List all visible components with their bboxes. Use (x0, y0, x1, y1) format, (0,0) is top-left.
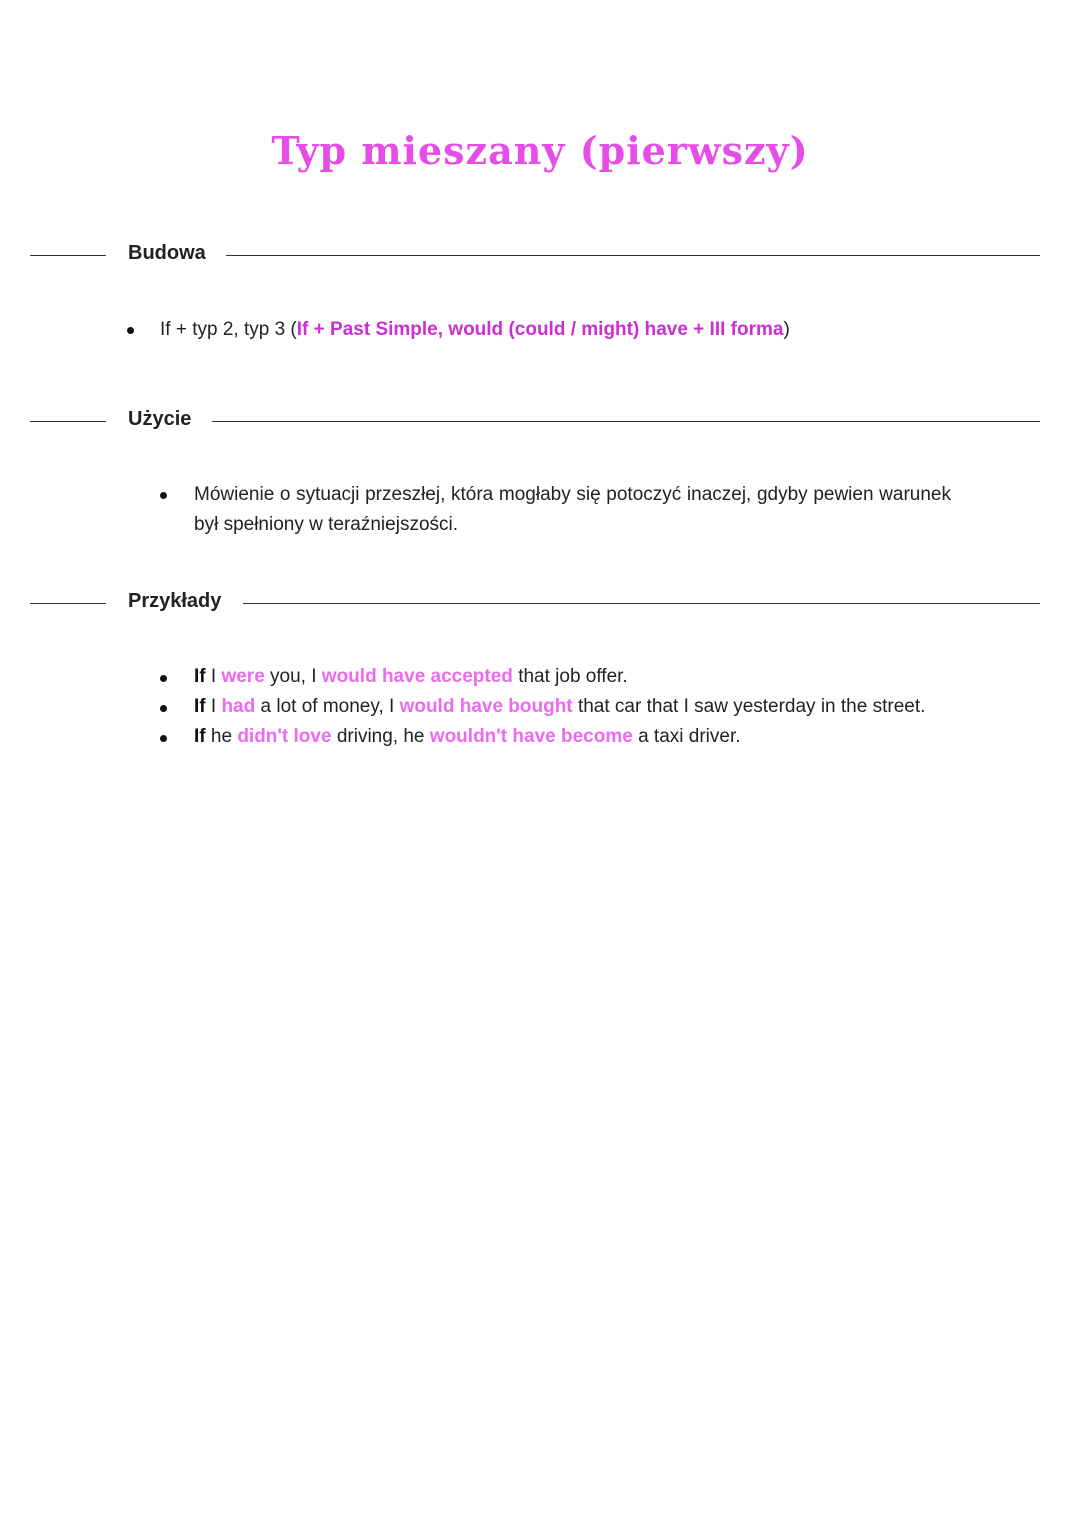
if-keyword: If (194, 696, 206, 717)
highlight-past-simple: were (221, 666, 265, 687)
structure-suffix: ) (783, 319, 790, 340)
example-item (194, 722, 741, 752)
section-header-uzycie (0, 406, 1080, 436)
example-text: a taxi driver. (632, 726, 741, 747)
example-text: I (205, 666, 222, 687)
section-label: Budowa (128, 242, 206, 264)
highlight-would-have: would have accepted (321, 666, 513, 687)
bullet-icon (127, 327, 134, 334)
highlight-would-have: wouldn't have become (429, 726, 633, 747)
section-header-przyklady (0, 588, 1080, 618)
section-label: Przykłady (128, 590, 222, 612)
example-item (194, 692, 925, 722)
divider (30, 421, 106, 422)
list-item (160, 315, 790, 345)
divider (30, 603, 106, 604)
divider (226, 255, 1040, 256)
example-text: that car that I saw yesterday in the street. (572, 696, 926, 717)
structure-prefix: If + typ 2, typ 3 ( (160, 319, 297, 340)
bullet-icon (160, 735, 167, 742)
divider (243, 603, 1040, 604)
example-item (194, 662, 628, 692)
section-header-budowa (0, 240, 1080, 270)
bullet-icon (160, 705, 167, 712)
highlight-would-have: would have bought (399, 696, 573, 717)
if-keyword: If (194, 666, 206, 687)
list-item: Mówienie o sytuacji przeszłej, która mogłaby się potoczyć inaczej, gdyby pewien warunek był spełniony w teraźniejszości. (194, 484, 951, 535)
page-title: Typ mieszany (pierwszy) (271, 128, 809, 173)
highlight-past-simple: didn't love (237, 726, 332, 747)
structure-formula: If + Past Simple, would (could / might) have + III forma (296, 319, 784, 340)
example-text: you, I (264, 666, 322, 687)
bullet-icon (160, 492, 167, 499)
example-text: he (205, 726, 238, 747)
divider (212, 421, 1040, 422)
section-label: Użycie (128, 408, 192, 430)
divider (30, 255, 106, 256)
bullet-icon (160, 675, 167, 682)
example-text: I (205, 696, 222, 717)
example-text: that job offer. (512, 666, 628, 687)
if-keyword: If (194, 726, 206, 747)
example-text: driving, he (331, 726, 430, 747)
example-text: a lot of money, I (255, 696, 400, 717)
highlight-past-simple: had (221, 696, 256, 717)
